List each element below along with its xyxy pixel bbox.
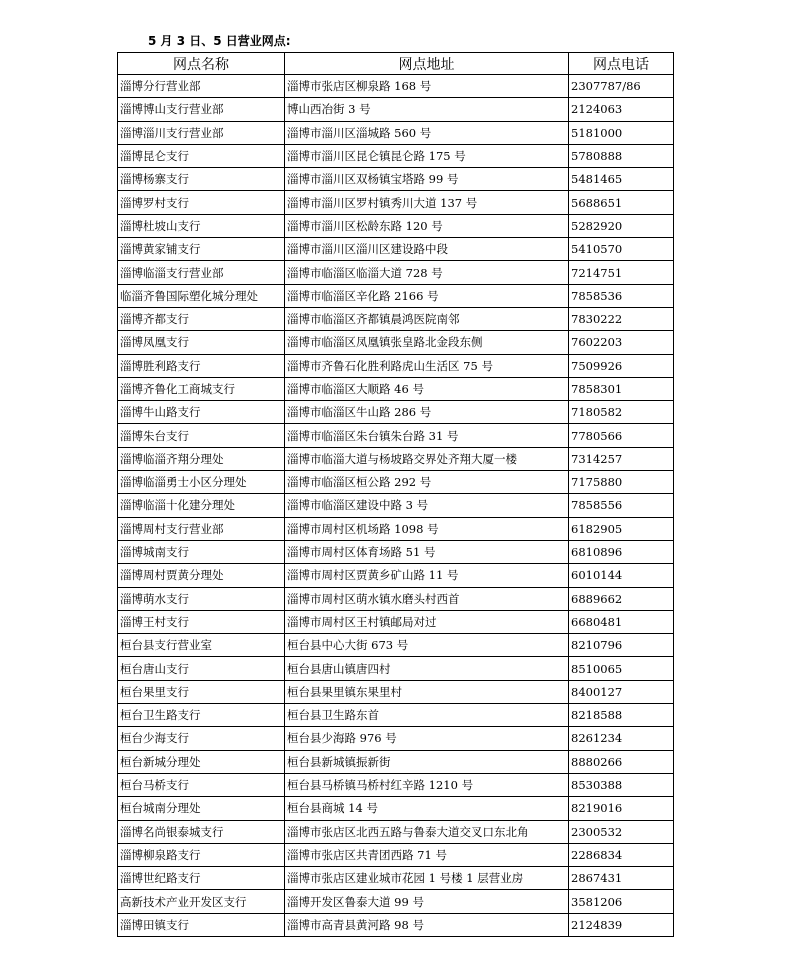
branch-name-cell: 淄博博山支行营业部 [118, 98, 285, 121]
table-body [118, 75, 674, 937]
branch-address-cell: 桓台县商城 14 号 [285, 797, 569, 820]
branch-address-cell: 淄博市张店区建业城市花园 1 号楼 1 层营业房 [285, 867, 569, 890]
table-row [118, 307, 674, 330]
branch-address-cell: 淄博市淄川区淄城路 560 号 [285, 121, 569, 144]
branch-name-cell: 淄博昆仑支行 [118, 144, 285, 167]
branch-phone-cell: 3581206 [569, 890, 674, 913]
table-row [118, 773, 674, 796]
branch-phone-cell: 8510065 [569, 657, 674, 680]
table-row [118, 144, 674, 167]
table-row [118, 913, 674, 936]
table-row [118, 727, 674, 750]
branch-phone-cell: 7830222 [569, 307, 674, 330]
branch-address-cell: 桓台县少海路 976 号 [285, 727, 569, 750]
branch-name-cell: 淄博杨寨支行 [118, 168, 285, 191]
branch-phone-cell: 2867431 [569, 867, 674, 890]
table-row [118, 750, 674, 773]
branch-phone-cell: 7314257 [569, 447, 674, 470]
table-row [118, 447, 674, 470]
branch-address-cell: 淄博市张店区北西五路与鲁泰大道交叉口东北角 [285, 820, 569, 843]
branch-phone-cell: 5481465 [569, 168, 674, 191]
branch-phone-cell: 6889662 [569, 587, 674, 610]
table-row [118, 890, 674, 913]
branch-phone-cell: 7858301 [569, 377, 674, 400]
branch-address-cell: 淄博市周村区王村镇邮局对过 [285, 610, 569, 633]
branch-name-cell: 淄博周村支行营业部 [118, 517, 285, 540]
table-row [118, 471, 674, 494]
branch-address-cell: 淄博市临淄区建设中路 3 号 [285, 494, 569, 517]
branch-name-cell: 淄博杜坡山支行 [118, 214, 285, 237]
header-branch-name: 网点名称 [118, 53, 285, 75]
branch-name-cell: 桓台城南分理处 [118, 797, 285, 820]
branch-address-cell: 淄博市临淄区辛化路 2166 号 [285, 284, 569, 307]
branch-address-cell: 博山西冶街 3 号 [285, 98, 569, 121]
branch-address-cell: 淄博市淄川区罗村镇秀川大道 137 号 [285, 191, 569, 214]
branch-phone-cell: 2307787/86 [569, 75, 674, 98]
branch-address-cell: 淄博市张店区共青团西路 71 号 [285, 843, 569, 866]
table-row [118, 284, 674, 307]
table-row [118, 168, 674, 191]
branch-phone-cell: 8400127 [569, 680, 674, 703]
branch-phone-cell: 8210796 [569, 634, 674, 657]
branch-address-cell: 淄博市临淄区齐都镇晨鸿医院南邻 [285, 307, 569, 330]
branch-address-cell: 桓台县唐山镇唐四村 [285, 657, 569, 680]
branch-phone-cell: 5282920 [569, 214, 674, 237]
branch-name-cell: 临淄齐鲁国际塑化城分理处 [118, 284, 285, 307]
branch-phone-cell: 7509926 [569, 354, 674, 377]
branch-phone-cell: 8880266 [569, 750, 674, 773]
branch-phone-cell: 2300532 [569, 820, 674, 843]
branch-name-cell: 高新技术产业开发区支行 [118, 890, 285, 913]
table-row [118, 121, 674, 144]
branch-address-cell: 淄博市周村区贾黄乡矿山路 11 号 [285, 564, 569, 587]
branch-address-cell: 淄博市淄川区松龄东路 120 号 [285, 214, 569, 237]
table-row [118, 634, 674, 657]
branch-name-cell: 淄博凤凰支行 [118, 331, 285, 354]
table-row [118, 587, 674, 610]
branch-address-cell: 淄博市临淄大道与杨坡路交界处齐翔大厦一楼 [285, 447, 569, 470]
branch-phone-cell: 7180582 [569, 401, 674, 424]
branch-address-cell: 桓台县卫生路东首 [285, 704, 569, 727]
branch-address-cell: 淄博开发区鲁泰大道 99 号 [285, 890, 569, 913]
branch-phone-cell: 2286834 [569, 843, 674, 866]
branch-address-cell: 淄博市高青县黄河路 98 号 [285, 913, 569, 936]
branch-address-cell: 淄博市临淄区桓公路 292 号 [285, 471, 569, 494]
branch-address-cell: 淄博市周村区体育场路 51 号 [285, 540, 569, 563]
branch-address-cell: 淄博市淄川区昆仑镇昆仑路 175 号 [285, 144, 569, 167]
branch-name-cell: 淄博城南支行 [118, 540, 285, 563]
branch-name-cell: 淄博临淄齐翔分理处 [118, 447, 285, 470]
table-header-row [118, 53, 674, 75]
table-row [118, 98, 674, 121]
table-row [118, 331, 674, 354]
branch-phone-cell: 7602203 [569, 331, 674, 354]
table-row [118, 214, 674, 237]
branch-phone-cell: 6810896 [569, 540, 674, 563]
header-branch-address: 网点地址 [285, 53, 569, 75]
branch-address-cell: 桓台县果里镇东果里村 [285, 680, 569, 703]
branch-address-cell: 淄博市临淄区凤凰镇张皇路北金段东侧 [285, 331, 569, 354]
branch-name-cell: 淄博世纪路支行 [118, 867, 285, 890]
branch-name-cell: 桓台卫生路支行 [118, 704, 285, 727]
branch-name-cell: 淄博牛山路支行 [118, 401, 285, 424]
table-row [118, 540, 674, 563]
branch-address-cell: 淄博市临淄区朱台镇朱台路 31 号 [285, 424, 569, 447]
header-branch-phone: 网点电话 [569, 53, 674, 75]
branch-name-cell: 淄博名尚银泰城支行 [118, 820, 285, 843]
branch-address-cell: 淄博市周村区机场路 1098 号 [285, 517, 569, 540]
branch-name-cell: 桓台唐山支行 [118, 657, 285, 680]
branch-name-cell: 淄博黄家铺支行 [118, 238, 285, 261]
branch-name-cell: 淄博萌水支行 [118, 587, 285, 610]
branch-address-cell: 淄博市淄川区淄川区建设路中段 [285, 238, 569, 261]
branch-phone-cell: 7175880 [569, 471, 674, 494]
branch-phone-cell: 8530388 [569, 773, 674, 796]
table-row [118, 610, 674, 633]
branch-phone-cell: 5780888 [569, 144, 674, 167]
branch-name-cell: 淄博淄川支行营业部 [118, 121, 285, 144]
table-row [118, 797, 674, 820]
branch-table [117, 52, 674, 937]
branch-address-cell: 淄博市临淄区牛山路 286 号 [285, 401, 569, 424]
branch-phone-cell: 7858556 [569, 494, 674, 517]
branch-name-cell: 淄博分行营业部 [118, 75, 285, 98]
branch-phone-cell: 5688651 [569, 191, 674, 214]
branch-name-cell: 淄博齐都支行 [118, 307, 285, 330]
branch-phone-cell: 8261234 [569, 727, 674, 750]
branch-phone-cell: 5181000 [569, 121, 674, 144]
branch-address-cell: 淄博市齐鲁石化胜利路虎山生活区 75 号 [285, 354, 569, 377]
table-row [118, 564, 674, 587]
branch-name-cell: 淄博王村支行 [118, 610, 285, 633]
branch-name-cell: 淄博齐鲁化工商城支行 [118, 377, 285, 400]
table-row [118, 354, 674, 377]
table-row [118, 261, 674, 284]
branch-address-cell: 淄博市淄川区双杨镇宝塔路 99 号 [285, 168, 569, 191]
table-row [118, 657, 674, 680]
branch-name-cell: 桓台马桥支行 [118, 773, 285, 796]
branch-name-cell: 桓台县支行营业室 [118, 634, 285, 657]
branch-name-cell: 淄博临淄十化建分理处 [118, 494, 285, 517]
branch-phone-cell: 6010144 [569, 564, 674, 587]
table-row [118, 820, 674, 843]
table-row [118, 424, 674, 447]
branch-name-cell: 淄博临淄支行营业部 [118, 261, 285, 284]
branch-name-cell: 淄博周村贾黄分理处 [118, 564, 285, 587]
branch-name-cell: 桓台少海支行 [118, 727, 285, 750]
branch-phone-cell: 7858536 [569, 284, 674, 307]
branch-name-cell: 桓台新城分理处 [118, 750, 285, 773]
branch-phone-cell: 8218588 [569, 704, 674, 727]
branch-phone-cell: 6680481 [569, 610, 674, 633]
branch-phone-cell: 2124063 [569, 98, 674, 121]
branch-name-cell: 淄博柳泉路支行 [118, 843, 285, 866]
branch-address-cell: 淄博市临淄区临淄大道 728 号 [285, 261, 569, 284]
table-row [118, 843, 674, 866]
branch-phone-cell: 8219016 [569, 797, 674, 820]
table-row [118, 191, 674, 214]
branch-phone-cell: 7214751 [569, 261, 674, 284]
table-row [118, 680, 674, 703]
branch-name-cell: 淄博临淄勇士小区分理处 [118, 471, 285, 494]
branch-phone-cell: 7780566 [569, 424, 674, 447]
table-row [118, 238, 674, 261]
table-row [118, 704, 674, 727]
table-row [118, 867, 674, 890]
branch-phone-cell: 5410570 [569, 238, 674, 261]
branch-name-cell: 桓台果里支行 [118, 680, 285, 703]
branch-phone-cell: 2124839 [569, 913, 674, 936]
branch-phone-cell: 6182905 [569, 517, 674, 540]
branch-address-cell: 桓台县中心大街 673 号 [285, 634, 569, 657]
branch-name-cell: 淄博朱台支行 [118, 424, 285, 447]
branch-name-cell: 淄博田镇支行 [118, 913, 285, 936]
branch-address-cell: 淄博市周村区萌水镇水磨头村西首 [285, 587, 569, 610]
branch-name-cell: 淄博胜利路支行 [118, 354, 285, 377]
branch-address-cell: 淄博市张店区柳泉路 168 号 [285, 75, 569, 98]
table-row [118, 494, 674, 517]
table-row [118, 75, 674, 98]
branch-address-cell: 桓台县新城镇振新街 [285, 750, 569, 773]
branch-address-cell: 淄博市临淄区大顺路 46 号 [285, 377, 569, 400]
table-row [118, 401, 674, 424]
branch-name-cell: 淄博罗村支行 [118, 191, 285, 214]
document-title: 5 月 3 日、5 日营业网点: [148, 34, 291, 48]
table-row [118, 377, 674, 400]
table-row [118, 517, 674, 540]
branch-address-cell: 桓台县马桥镇马桥村红辛路 1210 号 [285, 773, 569, 796]
